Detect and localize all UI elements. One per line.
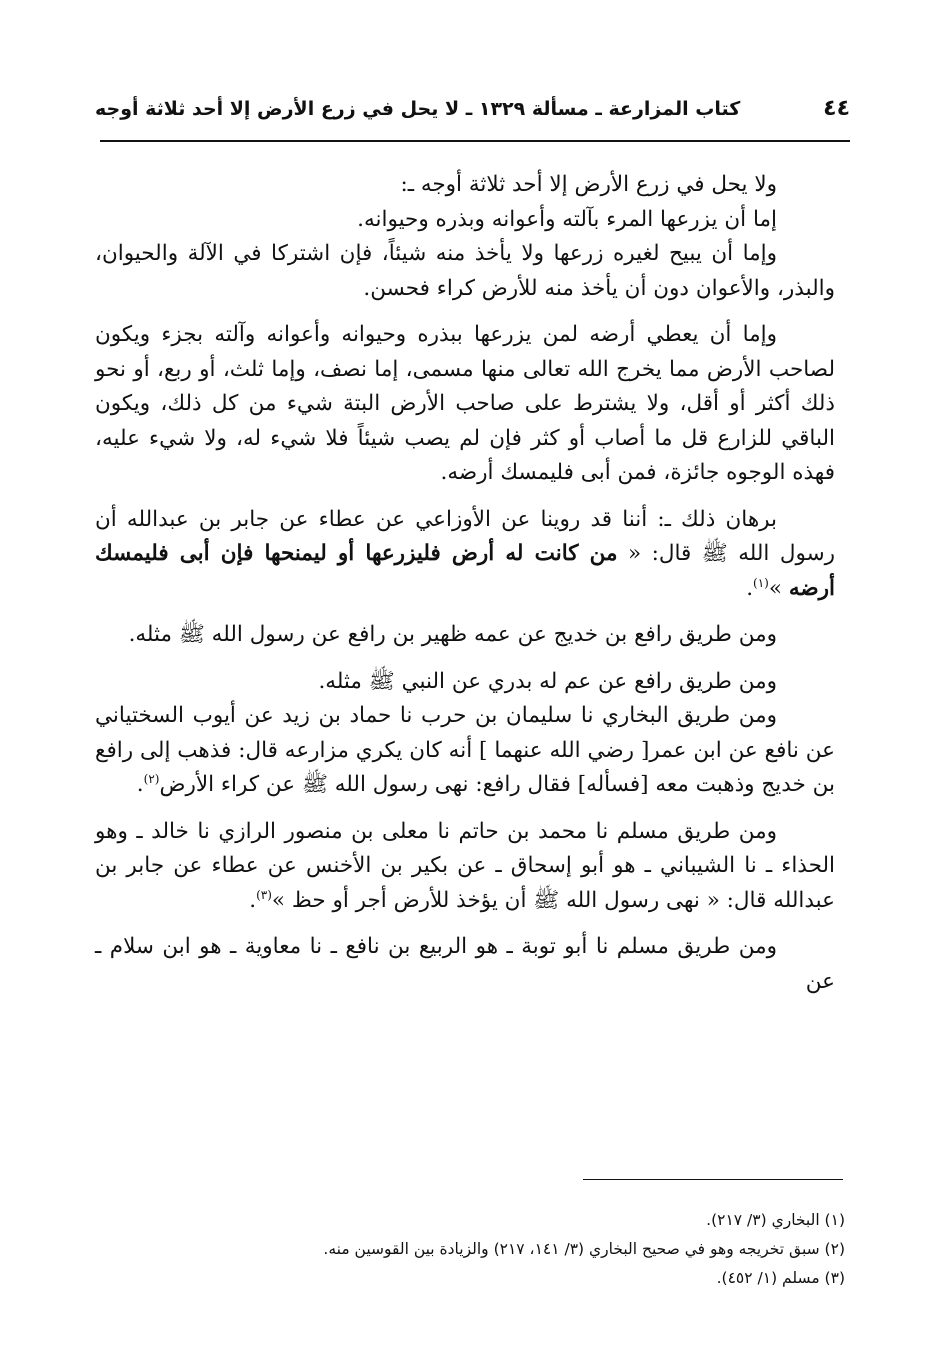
text-run: . [746, 575, 754, 601]
paragraph: إما أن يزرعها المرء بآلته وأعوانه وبذره وحيوانه. [357, 206, 777, 232]
paragraph: ومن طريق رافع بن خديج عن عمه ظهير بن رافع عن رسول الله ﷺ مثله. [128, 622, 777, 647]
text-run: . [136, 772, 144, 797]
footnote: (٢) سبق تخريجه وهو في صحيح البخاري (٣/ ١٤١، ٢١٧) والزيادة بين القوسين منه. [323, 1240, 845, 1258]
paragraph: ومن طريق رافع عن عم له بدري عن النبي ﷺ مثله. [318, 668, 777, 694]
running-title: كتاب المزارعة ـ مسألة ١٣٢٩ ـ لا يحل في زرع الأرض إلا أحد ثلاثة أوجه [95, 98, 741, 120]
paragraph: ومن طريق مسلم نا أبو توبة ـ هو الربيع بن نافع ـ نا معاوية ـ هو ابن سلام ـ عن [95, 934, 835, 994]
main-text [95, 168, 835, 1011]
header-rule [100, 140, 850, 142]
text-run: ومن طريق البخاري نا سليمان بن حرب نا حماد بن زيد عن أيوب السختياني عن نافع عن ابن عمر[ رضي الله عنهما ] أنه كان يكري مزارعه قال: فذهب إلى رافع بن خديج وذهبت معه [فسأله] فقال رافع: نهى رسول الله ﷺ عن كراء الأرض [95, 703, 835, 797]
text-run: ومن طريق مسلم نا محمد بن حاتم نا معلى بن منصور الرازي نا خالد ـ وهو الحذاء ـ نا الشيباني ـ هو أبو إسحاق ـ عن بكير بن الأخنس عن عطاء عن جابر بن عبدالله قال: « نهى رسول الله ﷺ أن يؤخذ للأرض أجر أو حظ » [95, 818, 835, 913]
text-run: » [768, 575, 789, 601]
footnote-ref: (٢) [143, 771, 160, 786]
page-number: ٤٤ [823, 96, 850, 121]
footnote-ref: (٣) [256, 887, 272, 902]
footnote-rule [583, 1179, 843, 1180]
paragraph [95, 815, 835, 919]
text-run: برهان ذلك ـ: أننا قد روينا عن الأوزاعي عن عطاء عن جابر بن عبدالله أن رسول الله ﷺ قال: « [95, 506, 835, 566]
footnotes [95, 1206, 845, 1293]
footnote-ref: (١) [753, 575, 769, 590]
footnote: (١) البخاري (٣/ ٢١٧). [706, 1211, 845, 1229]
page-header [95, 92, 850, 134]
paragraph [95, 699, 835, 803]
text-run: . [249, 887, 257, 913]
paragraph: وإما أن يبيح لغيره زرعها ولا يأخذ منه شيئاً، فإن اشتركا في الآلة والحيوان، والبذر، والأعوان دون أن يأخذ منه للأرض كراء فحسن. [95, 241, 835, 301]
paragraph [95, 503, 835, 607]
paragraph: ولا يحل في زرع الأرض إلا أحد ثلاثة أوجه ـ: [400, 172, 777, 197]
hadith-quote: من كانت له أرض فليزرعها أو ليمنحها فإن أبى فليمسك أرضه [95, 541, 835, 601]
footnote: (٣) مسلم (١/ ٤٥٢). [716, 1269, 845, 1287]
paragraph: وإما أن يعطي أرضه لمن يزرعها ببذره وحيوانه وأعوانه وآلته بجزء ويكون لصاحب الأرض مما يخرج الله تعالى منها مسمى، إما نصف، وإما ثلث، أو ربع، أو نحو ذلك أكثر أو أقل، ولا يشترط على صاحب الأرض البتة شيء من كل ذلك، ويكون الباقي للزارع قل ما أصاب أو كثر فإن لم يصب شيئاً فلا شيء له، ولا شيء عليه، فهذه الوجوه جائزة، فمن أبى فليمسك أرضه. [95, 322, 835, 485]
